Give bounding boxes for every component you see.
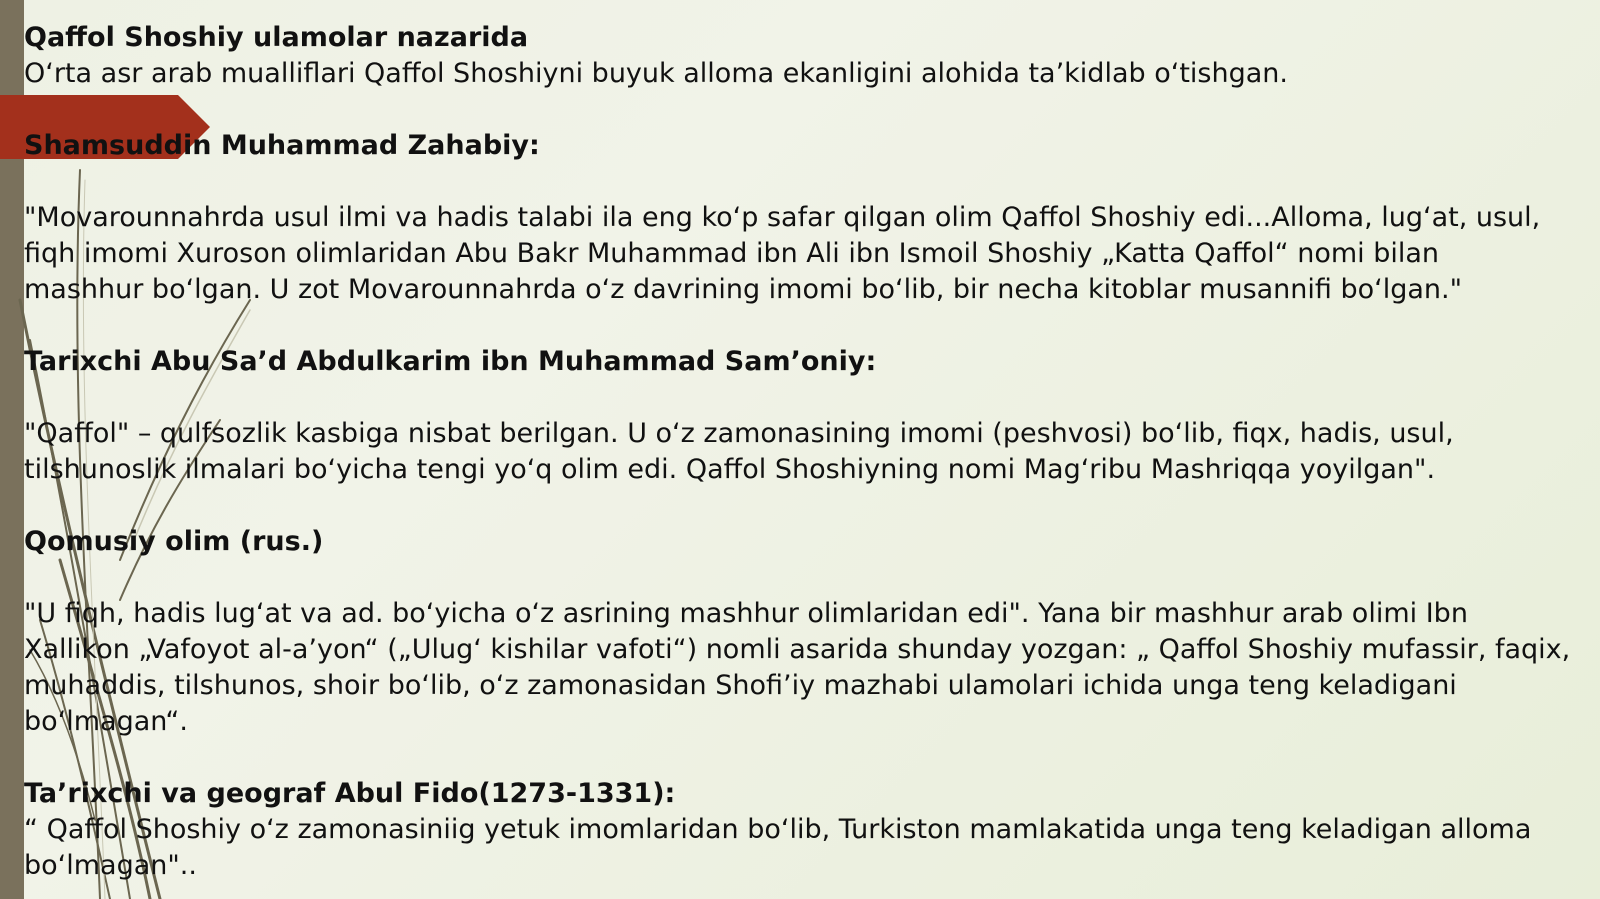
slide-content: [24, 20, 1594, 884]
abul-fido-quote-line: “ Qaffol Shoshiy o‘z zamonasiniig yetuk imomlaridan bo‘lib, Turkiston mamlakatida unga teng keladigan alloma: [24, 814, 1532, 845]
intro-text: O‘rta asr arab mualliflari Qaffol Shoshiyni buyuk alloma ekanligini alohida ta’kidlab o‘tishgan.: [24, 58, 1288, 89]
zahabiy-quote-line: fiqh imomi Xuroson olimlaridan Abu Bakr Muhammad ibn Ali ibn Ismoil Shoshiy „Katta Qaffol“ nomi bilan: [24, 238, 1440, 269]
slide-title: Qaffol Shoshiy ulamolar nazarida: [24, 22, 529, 53]
abul-fido-quote-line: bo‘lmagan"..: [24, 850, 197, 881]
samoniy-quote-line: "Qaffol" – qulfsozlik kasbiga nisbat berilgan. U o‘z zamonasining imomi (peshvosi) bo‘lib, fiqx, hadis, usul,: [24, 418, 1454, 449]
qomusiy-quote-line: "U fiqh, hadis lug‘at va ad. bo‘yicha o‘z asrining mashhur olimlaridan edi". Yana bir mashhur arab olimi Ibn: [24, 598, 1468, 629]
zahabiy-quote-line: "Movarounnahrda usul ilmi va hadis talabi ila eng ko‘p safar qilgan olim Qaffol Shoshiy edi...Alloma, lug‘at, usul,: [24, 202, 1541, 233]
qomusiy-heading: Qomusiy olim (rus.): [24, 526, 324, 557]
zahabiy-heading: Shamsuddin Muhammad Zahabiy:: [24, 130, 540, 161]
abul-fido-heading: Ta’rixchi va geograf Abul Fido(1273-1331):: [24, 778, 676, 809]
qomusiy-quote-line: bo‘lmagan“.: [24, 706, 188, 737]
qomusiy-quote-line: muhaddis, tilshunos, shoir bo‘lib, o‘z zamonasidan Shofi’iy mazhabi ulamolari ichida unga teng keladigani: [24, 670, 1457, 701]
zahabiy-quote-line: mashhur bo‘lgan. U zot Movarounnahrda o‘z davrining imomi bo‘lib, bir necha kitoblar musannifi bo‘lgan.": [24, 274, 1463, 305]
samoniy-heading: Tarixchi Abu Sa’d Abdulkarim ibn Muhammad Sam’oniy:: [24, 346, 877, 377]
samoniy-quote-line: tilshunoslik ilmalari bo‘yicha tengi yo‘q olim edi. Qaffol Shoshiyning nomi Mag‘ribu Mashriqqa yoyilgan".: [24, 454, 1436, 485]
qomusiy-quote-line: Xallikon „Vafoyot al-a’yon“ („Ulug‘ kishilar vafoti“) nomli asarida shunday yozgan: „ Qaffol Shoshiy mufassir, faqix,: [24, 634, 1571, 665]
